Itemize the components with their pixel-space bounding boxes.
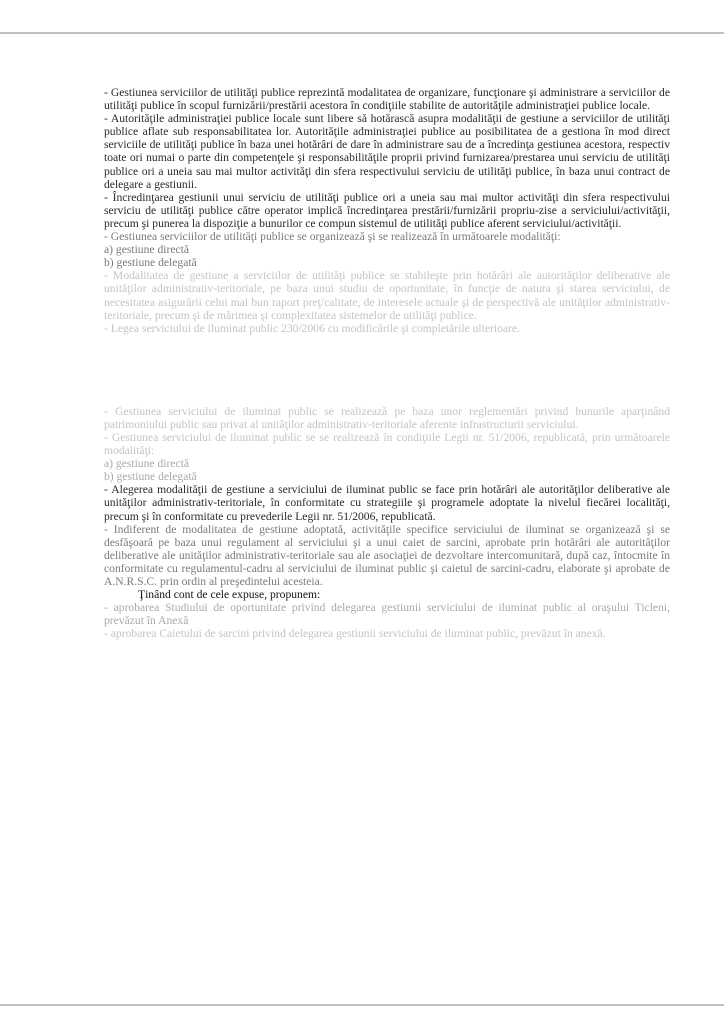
document-top-section — [104, 86, 670, 335]
document-body — [104, 86, 670, 640]
paragraph-p6: b) gestiune delegată — [104, 256, 197, 270]
paragraph-p1: - Gestiunea serviciilor de utilităţi publice reprezintă modalitatea de organizare, funcţionare şi administrare a serviciilor de utilităţi publice în scopul furnizării/prestării acestora în condiţiile stabilite de autorităţile administraţiei publice locale. — [104, 86, 670, 113]
paragraph-p2: - Autorităţile administraţiei publice locale sunt libere să hotărască asupra modalităţii de gestiune a serviciilor de utilităţi publice aflate sub responsabilitatea lor. Autorităţile administraţiei publice au posibilitatea de a gestiona în mod direct serviciile de utilităţi publice în baza unei hotărâri de dare în administrare sau de a încredinţa gestiunea acestora, respectiv toate ori numai o parte din competenţele şi responsabilităţile proprii privind furnizarea/prestarea unui serviciu de utilităţi publice ori a uneia sau mai multor activităţi din sfera respectivului serviciu de utilităţi publice, în baza unui contract de delegare a gestiunii. — [104, 112, 670, 191]
paragraph-p12: b) gestiune delegată — [104, 470, 197, 484]
paragraph-p5: a) gestiune directă — [104, 243, 189, 257]
paragraph-p3: - Încredinţarea gestiunii unui serviciu de utilităţi publice ori a uneia sau mai multor activităţi din sfera respectivului serviciu de utilităţi publice către operator implică încredinţarea prestării/furnizării propriu-zise a serviciului/activităţii, precum şi punerea la dispoziţie a bunurilor ce compun sistemul de utilităţi publice aferent serviciului/activităţii. — [104, 190, 670, 230]
paragraph-p15: Ţinând cont de cele expuse, propunem: — [138, 588, 321, 602]
paragraph-p9: - Gestiunea serviciului de iluminat public se realizează pe baza unor reglementări privind bunurile aparţinând patrimoniului public sau privat al unităţilor administrativ-teritoriale aferente infrastructurii serviciului. — [104, 404, 670, 431]
paragraph-p10: - Gestiunea serviciului de iluminat public se se realizează în condiţiile Legii nr. 51/2006, republicată, prin următoarele modalităţi: — [104, 430, 670, 458]
document-bottom-section — [104, 405, 670, 641]
scan-top-edge — [0, 32, 724, 34]
scan-bottom-edge — [0, 1004, 724, 1006]
paragraph-p14: - Indiferent de modalitatea de gestiune adoptată, activităţile specifice serviciului de iluminat se organizează şi se desfăşoară pe baza unui regulament al serviciului şi a unui caiet de sarcini, aprobate prin hotărâri ale autorităţilor deliberative ale unităţilor administrativ-teritoriale sau ale asociaţiei de dezvoltare intercomunitară, după caz, întocmite în conformitate cu regulamentul-cadru al serviciului de iluminat public şi caietul de sarcini-cadru, elaborate şi aprobate de A.N.R.S.C. prin ordin al preşedintelui acesteia. — [104, 522, 670, 588]
paragraph-p13: - Alegerea modalităţii de gestiune a serviciului de iluminat public se face prin hotărâri ale autorităţilor deliberative ale unităţilor administrativ-teritoriale, în conformitate cu strategiile şi programele adoptate la nivelul fiecărei localităţi, precum şi în conformitate cu prevederile Legii nr. 51/2006, republicată. — [104, 483, 670, 523]
paragraph-p8: - Legea serviciului de iluminat public 230/2006 cu modificările şi completările ulterioare. — [104, 321, 520, 335]
paragraph-p16: - aprobarea Studiului de oportunitate privind delegarea gestiunii serviciului de iluminat public al oraşului Ticleni, prevăzut în Anexă — [104, 601, 670, 628]
paragraph-p11: a) gestiune directă — [104, 457, 189, 471]
paragraph-p7: - Modalitatea de gestiune a serviciilor de utilităţi publice se stabileşte prin hotărâri ale autorităţilor deliberative ale unităţilor administrativ-teritoriale, pe baza unui studiu de oportunitate, în funcţie de natura şi starea serviciului, de necesitatea asigurării celui mai bun raport preţ/calitate, de interesele actuale şi de perspectivă ale unităţilor administrativ-teritoriale, precum şi de mărimea şi complexitatea sistemelor de utilităţi publice. — [104, 269, 670, 322]
paragraph-p17: - aprobarea Caietului de sarcini privind delegarea gestiunii serviciului de iluminat public, prevăzut în anexă. — [104, 627, 606, 641]
paragraph-p4: - Gestiunea serviciilor de utilităţi publice se organizează şi se realizează în următoarele modalităţi: — [104, 230, 561, 244]
faded-gap — [104, 335, 670, 405]
